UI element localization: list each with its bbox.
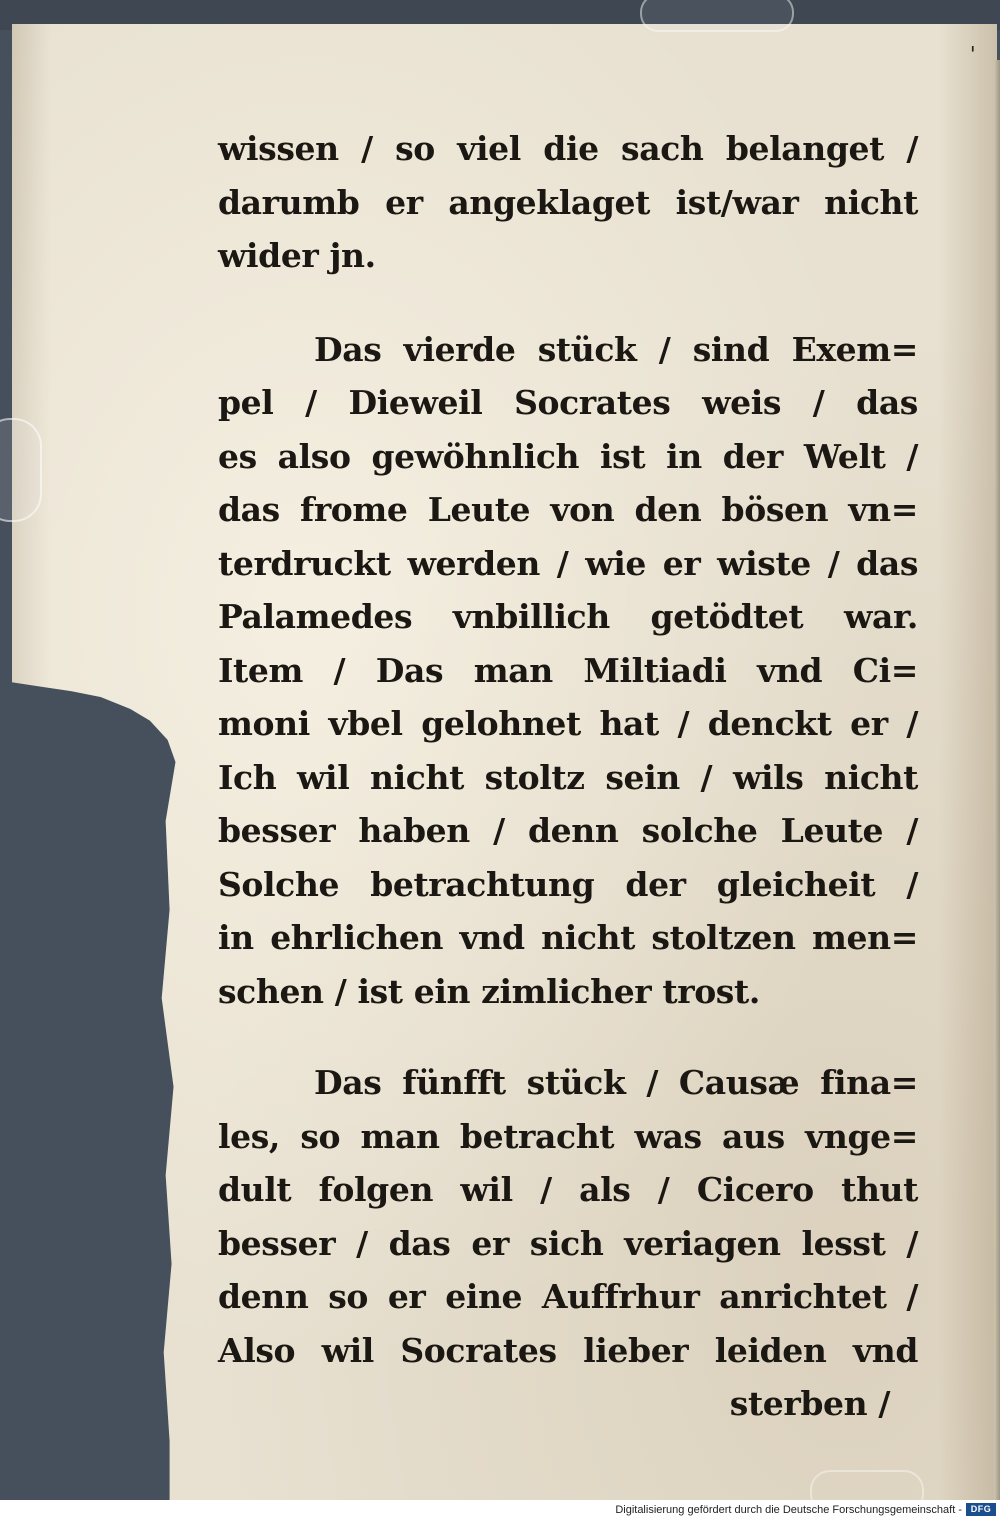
page-clip-left bbox=[0, 418, 42, 522]
text-line: in ehrlichen vnd nicht stoltzen men= bbox=[218, 918, 918, 957]
text-line: dult folgen wil / als / Cicero thut bbox=[218, 1170, 918, 1209]
printed-text-block bbox=[218, 122, 918, 1431]
text-line: Also wil Socrates lieber leiden vnd bbox=[218, 1330, 918, 1370]
text-line: Item / Das man Miltiadi vnd Ci= bbox=[218, 650, 918, 690]
text-line: moni vbel gelohnet hat / denckt er / bbox=[218, 704, 918, 743]
text-line: denn so er eine Auffrhur anrichtet / bbox=[218, 1277, 918, 1316]
text-line: wissen / so viel die sach belanget / bbox=[218, 129, 918, 168]
paragraph-gap bbox=[218, 1018, 918, 1056]
text-line: les, so man betracht was aus vnge= bbox=[218, 1116, 918, 1156]
text-line: wider jn. bbox=[218, 236, 376, 275]
text-line: Das fünfft stück / Causæ fina= bbox=[314, 1063, 918, 1102]
text-line: Ich wil nicht stoltz sein / wils nicht bbox=[218, 757, 918, 797]
text-line: Solche betrachtung der gleicheit / bbox=[218, 864, 918, 904]
footer-credit: Digitalisierung gefördert durch die Deutsche Forschungsgemeinschaft - bbox=[615, 1504, 962, 1516]
text-line: es also gewöhnlich ist in der Welt / bbox=[218, 436, 918, 476]
book-edge bbox=[994, 60, 1000, 1500]
text-line: pel / Dieweil Socrates weis / das bbox=[218, 383, 918, 422]
paragraph-gap bbox=[218, 283, 918, 323]
text-line: terdruckt werden / wie er wiste / das bbox=[218, 543, 918, 583]
corner-mark: ' bbox=[970, 42, 976, 66]
catchword-line: sterben / bbox=[729, 1384, 890, 1423]
digitization-footer bbox=[0, 1500, 1000, 1520]
text-line: darumb er angeklaget ist/war nicht bbox=[218, 182, 918, 222]
dfg-logo: DFG bbox=[966, 1503, 996, 1516]
text-line: Das vierde stück / sind Exem= bbox=[314, 329, 918, 369]
page-clip-top bbox=[640, 0, 794, 32]
text-line: das frome Leute von den bösen vn= bbox=[218, 490, 918, 529]
text-line: schen / ist ein zimlicher trost. bbox=[218, 971, 760, 1011]
text-line: besser / das er sich veriagen lesst / bbox=[218, 1223, 918, 1263]
page-clip-bottom bbox=[810, 1470, 924, 1500]
text-line: besser haben / denn solche Leute / bbox=[218, 811, 918, 850]
text-line: Palamedes vnbillich getödtet war. bbox=[218, 597, 918, 636]
